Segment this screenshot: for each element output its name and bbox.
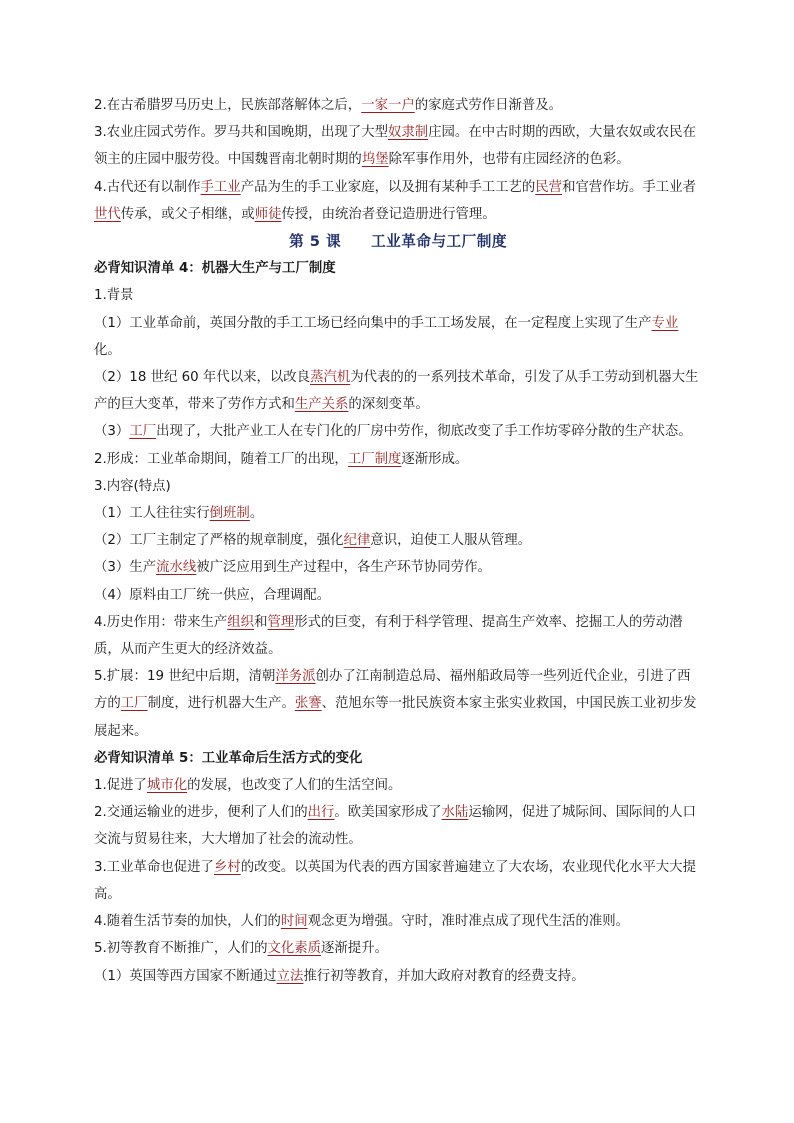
text: （1）工人往往实行 [94, 506, 210, 522]
paragraph-i3 [94, 854, 702, 908]
text: 5.扩展：19 世纪中后期，清朝 [94, 669, 276, 685]
text: （2）18 世纪 60 年代以来，以改良 [94, 370, 311, 386]
text: （3）生产 [94, 560, 157, 576]
key-term: 手工业 [200, 179, 241, 195]
text: 2.形成：工业革命期间，随着工厂的出现， [94, 451, 348, 467]
key-term: 民营 [535, 179, 563, 195]
text: 的深刻变革。 [348, 397, 429, 413]
paragraph-i4 [94, 908, 702, 935]
text: （1）工业革命前，英国分散的手工工场已经向集中的手工工场发展，在一定程度上实现了生产 [94, 315, 652, 331]
section-heading-list5: 必背知识清单 5：工业革命后生活方式的变化 [94, 750, 363, 766]
paragraph-home-labor [94, 92, 702, 119]
text: 和 [254, 614, 268, 630]
key-term: 城市化 [146, 778, 188, 794]
text: 产品为生的手工业家庭，以及拥有某种手工工艺的 [240, 179, 536, 195]
key-term: 蒸汽机 [310, 370, 351, 386]
key-term: 工厂 [120, 696, 148, 712]
lesson-name: 工业革命与工厂制度 [371, 233, 507, 251]
document-page [94, 92, 702, 990]
key-term: 张謇 [294, 696, 322, 712]
text: 4.历史作用：带来生产 [94, 614, 228, 630]
key-term: 师徒 [254, 206, 282, 222]
text: 推行初等教育，并加大政府对教育的经费支持。 [303, 968, 585, 984]
text: 2.在古希腊罗马历史上，民族部落解体之后， [94, 98, 362, 113]
key-term: 专业 [651, 315, 679, 331]
text: （3） [94, 424, 130, 440]
text: 创办了江南制造总局、福州船政局等一些列近代企业，引进了西方的 [94, 669, 691, 712]
text: 传授，由统治者登记造册进行管理。 [281, 206, 496, 222]
key-term: 生产关系 [294, 397, 349, 413]
paragraph-i2 [94, 799, 702, 853]
text: 化。 [94, 342, 121, 358]
key-term: 出行 [307, 805, 335, 821]
key-term: 坞堡 [361, 152, 389, 168]
text: 意识，迫使工人服从管理。 [370, 533, 532, 549]
paragraph-i5-1 [94, 963, 702, 990]
text: 观念更为增强。守时，准时准点成了现代生活的准则。 [307, 914, 630, 930]
key-term: 时间 [280, 914, 308, 930]
text: （2）工厂主制定了严格的规章制度，强化 [94, 533, 344, 549]
text: 4.古代还有以制作 [94, 179, 201, 195]
text: 。欧美国家形成了 [334, 805, 442, 821]
text: 运输网，促进了城际间、国际间的人口交流与贸易往来，大大增加了社会的流动性。 [94, 805, 696, 848]
text: 和官营作坊。手工业者 [562, 179, 696, 195]
text: （1）英国等西方国家不断通过 [94, 968, 277, 984]
key-term: 立法 [276, 968, 304, 984]
paragraph-handicraft [94, 174, 702, 228]
text: 出现了，大批产业工人在专门化的厂房中劳作，彻底改变了手工作坊零碎分散的生产状态。 [156, 424, 692, 440]
paragraph-i1 [94, 772, 702, 799]
text: 的改变。以英国为代表的西方国家普遍建立了大农场，农业现代化水平大大提高。 [94, 859, 696, 902]
text: 。 [249, 506, 264, 522]
text: 3.工业革命也促进了 [94, 859, 214, 875]
paragraph-c1 [94, 500, 702, 527]
key-term: 工厂 [129, 424, 157, 440]
text: 形式的巨变，有利于科学管理、提高生产效率、挖掘工人的劳动潜质，从而产生更大的经济效益。 [94, 614, 683, 658]
lesson-number: 第 5 课 [289, 233, 342, 251]
text: 为代表的的一系列技术革命，引发了从手工劳动到机器大生产的巨大变革，带来了劳作方式和 [94, 370, 699, 413]
key-term: 流水线 [156, 560, 197, 576]
text: 5.初等教育不断推广，人们的 [94, 941, 268, 957]
text: 逐渐形成。 [401, 451, 469, 467]
paragraph-i5 [94, 935, 702, 962]
key-term: 世代 [94, 206, 121, 222]
key-term: 奴隶制 [387, 125, 429, 141]
subheading-background: 1.背景 [94, 288, 134, 304]
key-term: 一家一户 [361, 98, 415, 113]
paragraph-c3 [94, 554, 702, 581]
text: 传承，或父子相继，或 [120, 206, 255, 222]
key-term: 工厂制度 [347, 451, 402, 467]
paragraph-manor-labor [94, 119, 702, 173]
paragraph-bg2 [94, 364, 702, 418]
text: 1.促进了 [94, 778, 147, 794]
text: 2.交通运输业的进步，便利了人们的 [94, 805, 308, 821]
text: 庄园。在中古时期的西欧，大量农奴或农民在领主的庄园中服劳役。中国魏晋南北朝时期的 [94, 125, 696, 168]
key-term: 水陆 [441, 805, 469, 821]
text: 4.随着生活节奏的加快，人们的 [94, 914, 281, 930]
text: 的发展，也改变了人们的生活空间。 [187, 778, 402, 794]
key-term: 文化素质 [267, 941, 322, 957]
text: 、范旭东等一批民族资本家主张实业救国，中国民族工业初步发展起来。 [94, 696, 697, 739]
paragraph-c4: （4）原料由工厂统一供应，合理调配。 [94, 587, 331, 603]
paragraph-c2 [94, 527, 702, 554]
text: 逐渐提升。 [321, 941, 388, 957]
lesson-title [94, 228, 702, 255]
paragraph-bg3 [94, 418, 702, 445]
text: 的家庭式劳作日渐普及。 [414, 98, 563, 113]
key-term: 洋务派 [275, 669, 316, 685]
key-term: 倒班制 [209, 506, 250, 522]
paragraph-bg1 [94, 310, 702, 364]
key-term: 管理 [267, 614, 295, 630]
section-heading-list4: 必背知识清单 4：机器大生产与工厂制度 [94, 261, 336, 277]
key-term: 纪律 [343, 533, 371, 549]
paragraph-role [94, 609, 702, 663]
key-term: 乡村 [213, 859, 241, 875]
key-term: 组织 [227, 614, 255, 630]
paragraph-extension [94, 663, 702, 745]
text: 制度，进行机器大生产。 [147, 696, 295, 712]
text: 除军事作用外，也带有庄园经济的色彩。 [388, 152, 630, 168]
text: 3.农业庄园式劳作。罗马共和国晚期，出现了大型 [94, 125, 388, 141]
paragraph-formation [94, 446, 702, 473]
text: 被广泛应用到生产过程中，各生产环节协同劳作。 [196, 560, 491, 576]
subheading-content: 3.内容(特点) [94, 478, 171, 494]
